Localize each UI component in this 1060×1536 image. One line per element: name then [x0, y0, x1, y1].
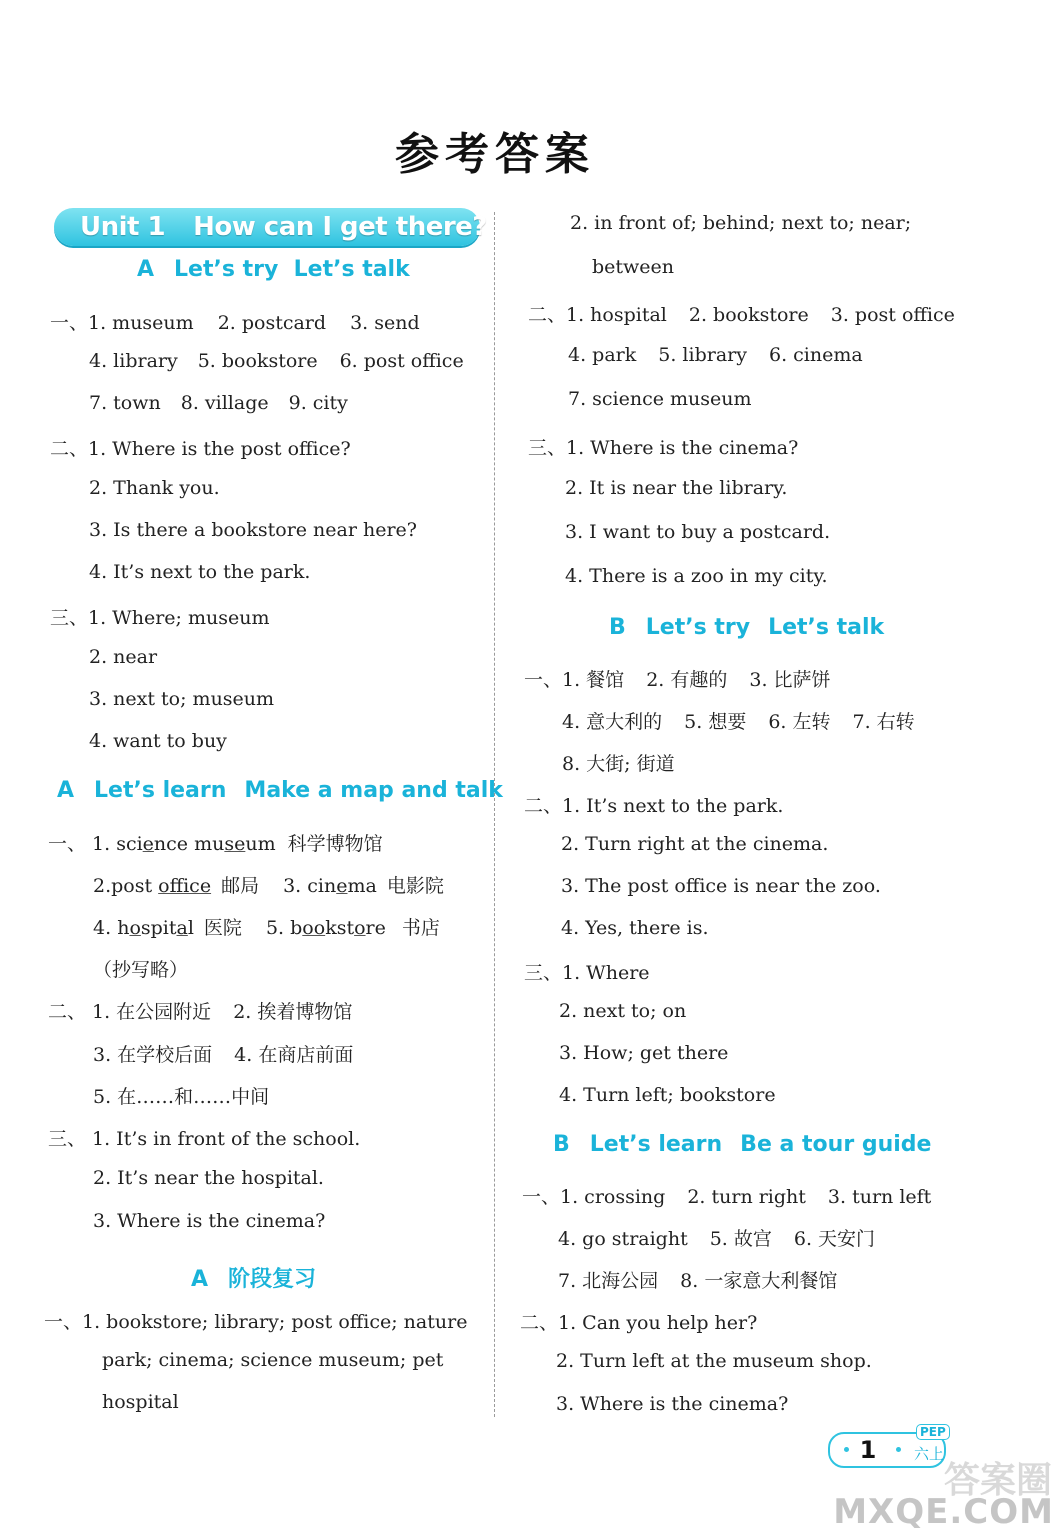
answer-line: 3. The post office is near the zoo.: [561, 875, 881, 897]
answer-item: 8. 一家意大利餐馆: [680, 1270, 838, 1292]
word-part: b: [290, 917, 303, 939]
section-b-learn: [553, 1132, 931, 1157]
answer-item: 6. 左转: [768, 711, 831, 733]
answer-item: 3. send: [350, 312, 420, 334]
spelling-word: [117, 917, 194, 939]
answer-item: 5. 想要: [684, 711, 747, 733]
answer-item: 2. postcard: [217, 312, 327, 334]
question-number: 二、: [48, 1001, 87, 1023]
answer-line: 3. next to; museum: [89, 688, 275, 710]
section-title: Be a tour guide: [740, 1132, 932, 1157]
answer-item: 4. 在商店前面: [234, 1044, 354, 1066]
question-number: 二、: [528, 304, 567, 326]
answer-item: 4.: [93, 917, 112, 939]
answer-item: 1. Where is the cinema?: [566, 437, 799, 459]
answer-line: 2. It’s near the hospital.: [93, 1167, 324, 1189]
word-part: spit: [140, 917, 177, 939]
section-letter: A: [191, 1267, 209, 1292]
question-number: 一、: [48, 833, 87, 855]
question-number: 一、: [524, 669, 563, 691]
question-number: 三、: [528, 437, 567, 459]
answer-line: [93, 913, 440, 940]
word-part: office: [158, 875, 212, 897]
answer-line: [50, 434, 351, 461]
answer-line: 8. 大街; 街道: [562, 753, 675, 775]
word-part: h: [117, 917, 130, 939]
word-part: e: [336, 875, 348, 897]
question-number: 二、: [50, 438, 89, 460]
answer-line: 2. Thank you.: [89, 477, 220, 499]
word-part: l: [187, 917, 194, 939]
answer-item: 3. post office: [830, 304, 955, 326]
answer-line: 4. want to buy: [89, 730, 227, 752]
section-title: Let’s learn: [589, 1132, 723, 1157]
answer-item: 2. 有趣的: [646, 669, 728, 691]
answer-item: 4. park: [568, 344, 637, 366]
answer-item: 4. 意大利的: [562, 711, 663, 733]
answer-item: 5.: [265, 917, 285, 939]
answer-line: 4. It’s next to the park.: [89, 561, 311, 583]
answer-item: 1. crossing: [560, 1186, 666, 1208]
word-part: re: [365, 917, 386, 939]
section-a-review: [191, 1262, 316, 1293]
answer-item: 7. 右转: [852, 711, 915, 733]
answer-item: 1. Where; museum: [88, 607, 270, 629]
answer-line: 5. 在……和……中间: [93, 1086, 270, 1108]
answer-item: 2.: [93, 875, 112, 897]
answer-line: [522, 1182, 931, 1209]
answer-item: 9. city: [288, 392, 348, 414]
answer-line: [89, 350, 464, 372]
watermark: [833, 1452, 1058, 1534]
answer-line: [520, 1308, 757, 1335]
answer-item: 1.: [92, 833, 111, 855]
answer-line: 3. Where is the cinema?: [556, 1393, 789, 1415]
word-part: o: [129, 917, 141, 939]
answer-item: 6. 天安门: [793, 1228, 876, 1250]
answer-item: 1. It’s next to the park.: [562, 795, 784, 817]
answer-item: 3. turn left: [827, 1186, 932, 1208]
word-part: oo: [302, 917, 326, 939]
answer-line: [524, 665, 831, 692]
answer-item: 5. library: [658, 344, 747, 366]
answer-item: 科学博物馆: [287, 833, 383, 855]
section-b-try-talk: [609, 615, 884, 640]
answer-item: 医院: [203, 917, 242, 939]
pep-badge: PEP: [916, 1424, 950, 1440]
answer-line: （抄写略）: [93, 959, 189, 981]
answer-line: [44, 1307, 467, 1334]
answer-item: 电影院: [386, 875, 444, 897]
answer-line: [558, 1224, 875, 1251]
word-part: cin: [307, 875, 337, 897]
word-part: e: [142, 833, 154, 855]
answer-line: 2. near: [89, 646, 158, 668]
answer-item: 2. 挨着博物馆: [233, 1001, 353, 1023]
section-title: Let’s learn: [94, 778, 227, 803]
question-number: 三、: [50, 607, 89, 629]
answer-line: 4. Yes, there is.: [561, 917, 709, 939]
question-number: 一、: [44, 1311, 83, 1333]
page-title: 参考答案: [395, 129, 595, 180]
answer-line: 3. How; get there: [559, 1042, 729, 1064]
word-part: kst: [325, 917, 355, 939]
answer-item: 1. bookstore; library; post office; nature: [82, 1311, 468, 1333]
section-title: Let’s talk: [768, 615, 885, 640]
word-part: nce mu: [153, 833, 225, 855]
answer-line: [50, 603, 269, 630]
answer-item: 3. 在学校后面: [93, 1044, 213, 1066]
section-letter: A: [137, 257, 155, 282]
answer-line: [93, 871, 444, 898]
section-letter: B: [553, 1132, 570, 1157]
answer-line: [48, 997, 352, 1024]
watermark-logo: 答案圈: [943, 1460, 1052, 1501]
answer-line: 7. science museum: [568, 388, 752, 410]
question-number: 二、: [524, 795, 563, 817]
answer-line: 2. It is near the library.: [565, 477, 788, 499]
answer-item: 6. post office: [339, 350, 464, 372]
answer-item: 1. 在公园附近: [92, 1001, 212, 1023]
unit-label: Unit 1: [80, 212, 166, 242]
answer-line: [48, 829, 383, 856]
word-part: a: [176, 917, 188, 939]
answer-line: 3. Where is the cinema?: [93, 1210, 326, 1232]
section-a-try-talk: [137, 257, 410, 282]
answer-item: 1. museum: [88, 312, 194, 334]
answer-item: 1. Can you help her?: [558, 1312, 758, 1334]
answer-item: 1. 餐馆: [562, 669, 625, 691]
spelling-word: [307, 875, 377, 897]
answer-item: 7. town: [89, 392, 161, 414]
word-part: post: [111, 875, 159, 897]
word-part: um: [245, 833, 276, 855]
answer-item: 1. Where is the post office?: [88, 438, 351, 460]
answer-line: [528, 433, 798, 460]
section-letter: A: [57, 778, 75, 803]
answer-item: 邮局: [221, 875, 260, 897]
answer-item: 4. library: [89, 350, 178, 372]
word-part: ma: [347, 875, 377, 897]
word-part: o: [354, 917, 366, 939]
answer-item: 4. go straight: [558, 1228, 688, 1250]
answer-line: 4. There is a zoo in my city.: [565, 565, 828, 587]
unit-name: How can I get there?: [193, 212, 487, 242]
answer-item: 2. bookstore: [688, 304, 809, 326]
answer-line: park; cinema; science museum; pet: [102, 1349, 444, 1371]
answer-item: 书店: [401, 917, 440, 939]
answer-item: 3.: [283, 875, 302, 897]
section-a-learn: [57, 778, 503, 803]
answer-line: 2. next to; on: [559, 1000, 687, 1022]
answer-line: 3. I want to buy a postcard.: [565, 521, 831, 543]
question-number: 三、: [48, 1128, 87, 1150]
question-number: 一、: [522, 1186, 561, 1208]
section-title: Let’s try: [645, 615, 751, 640]
answer-line: [93, 1040, 353, 1067]
section-letter: B: [609, 615, 626, 640]
answer-line: [89, 392, 348, 414]
spelling-word: [116, 833, 275, 855]
answer-line: between: [592, 256, 675, 278]
grade-label: 六上: [914, 1445, 945, 1463]
answer-line: 4. Turn left; bookstore: [559, 1084, 776, 1106]
answer-line: [524, 958, 650, 985]
answer-line: 3. Is there a bookstore near here?: [89, 519, 417, 541]
spelling-word: [111, 875, 211, 897]
answer-item: 1. It’s in front of the school.: [92, 1128, 361, 1150]
section-title: Make a map and talk: [244, 778, 503, 803]
column-divider: [494, 212, 495, 1417]
question-number: 一、: [50, 312, 89, 334]
answer-item: 2. turn right: [687, 1186, 806, 1208]
answer-item: 5. 故宫: [709, 1228, 772, 1250]
answer-item: 1. Where: [562, 962, 650, 984]
answer-line: 2. in front of; behind; next to; near;: [570, 212, 912, 234]
section-title: Let’s try Let’s talk: [174, 257, 410, 282]
answer-line: [48, 1124, 360, 1151]
answer-item: 8. village: [180, 392, 269, 414]
answer-line: [568, 344, 863, 366]
answer-item: 7. 北海公园: [558, 1270, 659, 1292]
question-number: 二、: [520, 1312, 559, 1334]
answer-item: 5. bookstore: [197, 350, 318, 372]
word-part: sci: [116, 833, 143, 855]
section-title: 阶段复习: [228, 1267, 317, 1292]
answer-line: 2. Turn right at the cinema.: [561, 833, 829, 855]
answer-line: 2. Turn left at the museum shop.: [556, 1350, 872, 1372]
answer-line: [558, 1266, 837, 1293]
answer-line: [528, 300, 955, 327]
question-number: 三、: [524, 962, 563, 984]
answer-item: 1. hospital: [566, 304, 667, 326]
page-number: 1: [859, 1436, 877, 1464]
answer-line: [524, 791, 783, 818]
answer-item: 6. cinema: [768, 344, 863, 366]
answer-line: [562, 707, 915, 734]
unit-banner: [54, 208, 487, 246]
answer-line: hospital: [102, 1391, 179, 1413]
watermark-text: MXQE.COM: [833, 1492, 1054, 1532]
spelling-word: [290, 917, 386, 939]
word-part: se: [224, 833, 246, 855]
answer-item: 3. 比萨饼: [749, 669, 831, 691]
answer-line: [50, 308, 420, 335]
